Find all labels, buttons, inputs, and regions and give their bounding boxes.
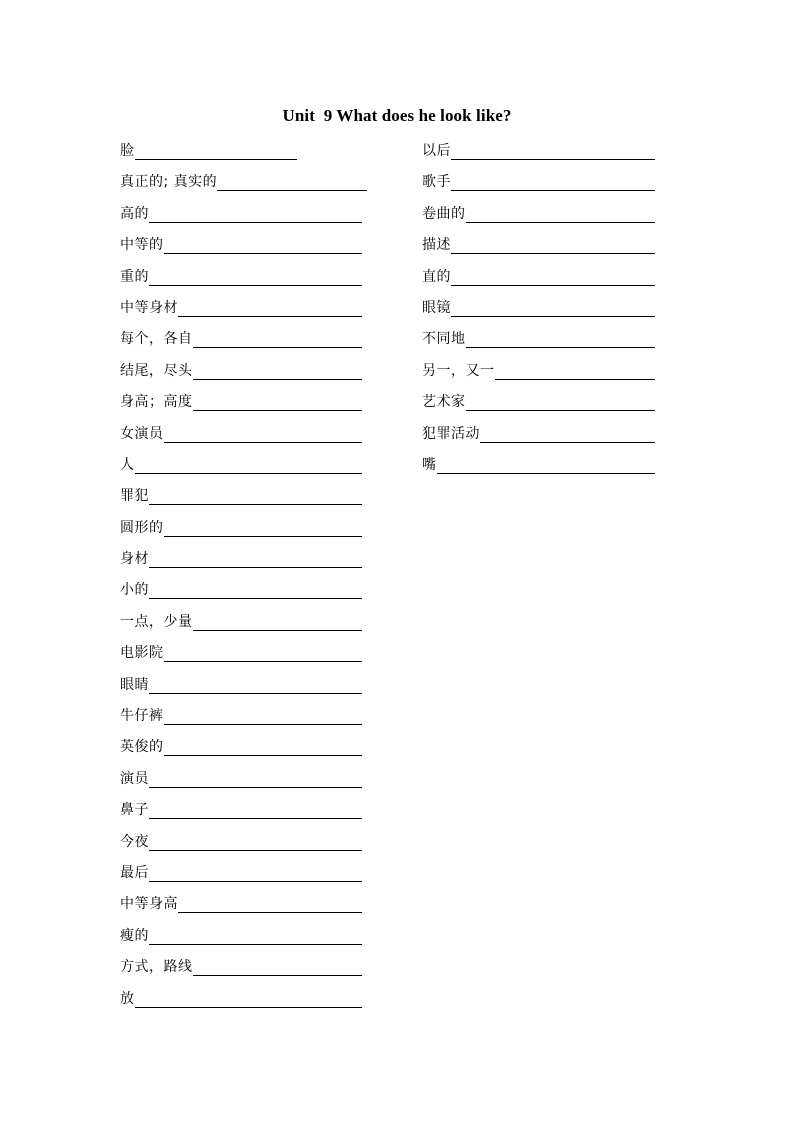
answer-blank-line[interactable] (178, 298, 362, 317)
vocab-prompt: 另一，又一 (422, 362, 495, 379)
vocab-row (120, 486, 367, 517)
vocab-row (120, 863, 367, 894)
vocab-prompt: 身高；高度 (120, 394, 193, 411)
vocab-row (422, 235, 655, 266)
vocab-prompt: 鼻子 (120, 802, 149, 819)
vocab-prompt: 英俊的 (120, 739, 164, 756)
vocab-row (120, 267, 367, 298)
answer-blank-line[interactable] (451, 141, 655, 160)
answer-blank-line[interactable] (149, 486, 362, 505)
answer-blank-line[interactable] (193, 612, 363, 631)
answer-blank-line[interactable] (149, 926, 362, 945)
vocab-prompt: 嘴 (422, 456, 437, 473)
vocab-prompt: 一点，少量 (120, 613, 193, 630)
answer-blank-line[interactable] (451, 298, 655, 317)
answer-blank-line[interactable] (495, 361, 656, 380)
answer-blank-line[interactable] (149, 267, 362, 286)
vocab-row (120, 455, 367, 486)
answer-blank-line[interactable] (164, 235, 363, 254)
vocab-prompt: 以后 (422, 143, 451, 159)
vocab-row (120, 989, 367, 1020)
vocab-prompt: 眼睛 (120, 676, 149, 693)
vocab-row (120, 643, 367, 674)
vocab-prompt: 电影院 (120, 645, 164, 662)
vocab-row (120, 580, 367, 611)
vocab-prompt: 演员 (120, 770, 149, 787)
answer-blank-line[interactable] (217, 172, 367, 191)
vocab-prompt: 瘦的 (120, 927, 149, 944)
vocab-prompt: 人 (120, 456, 135, 473)
answer-blank-line[interactable] (149, 549, 362, 568)
answer-blank-line[interactable] (164, 737, 363, 756)
answer-blank-line[interactable] (164, 643, 363, 662)
vocab-row (120, 141, 367, 172)
vocab-row (120, 298, 367, 329)
vocab-prompt: 犯罪活动 (422, 425, 480, 442)
answer-blank-line[interactable] (480, 424, 655, 443)
vocab-prompt: 歌手 (422, 174, 451, 191)
vocab-prompt: 高的 (120, 205, 149, 222)
answer-blank-line[interactable] (164, 518, 363, 537)
vocab-prompt: 方式，路线 (120, 959, 193, 976)
answer-blank-line[interactable] (149, 863, 362, 882)
vocab-prompt: 中等身材 (120, 299, 178, 316)
vocab-prompt: 牛仔裤 (120, 708, 164, 725)
answer-blank-line[interactable] (193, 329, 363, 348)
vocab-prompt: 眼镜 (422, 299, 451, 316)
vocab-row (120, 926, 367, 957)
vocab-row (120, 518, 367, 549)
vocab-row (120, 204, 367, 235)
answer-blank-line[interactable] (149, 800, 362, 819)
vocab-row (120, 706, 367, 737)
vocab-prompt: 放 (120, 990, 135, 1007)
vocab-prompt: 圆形的 (120, 519, 164, 536)
vocab-row (120, 737, 367, 768)
vocab-row (422, 392, 655, 423)
vocab-row (120, 894, 367, 925)
vocab-row (422, 329, 655, 360)
vocab-prompt: 卷曲的 (422, 205, 466, 222)
answer-blank-line[interactable] (466, 204, 656, 223)
answer-blank-line[interactable] (193, 361, 363, 380)
answer-blank-line[interactable] (193, 392, 363, 411)
answer-blank-line[interactable] (164, 706, 363, 725)
vocab-prompt: 重的 (120, 268, 149, 285)
vocab-prompt: 描述 (422, 237, 451, 254)
worksheet-title: Unit 9 What does he look like? (282, 106, 512, 125)
vocab-row (120, 361, 367, 392)
vocab-prompt: 艺术家 (422, 394, 466, 411)
vocab-row (120, 235, 367, 266)
vocab-prompt: 今夜 (120, 833, 149, 850)
answer-blank-line[interactable] (149, 769, 362, 788)
vocab-row (120, 957, 367, 988)
answer-blank-line[interactable] (451, 267, 655, 286)
vocab-row (120, 769, 367, 800)
vocab-prompt: 结尾，尽头 (120, 362, 193, 379)
answer-blank-line[interactable] (193, 957, 363, 976)
vocab-row (422, 298, 655, 329)
answer-blank-line[interactable] (149, 204, 362, 223)
vocab-row (120, 832, 367, 863)
vocab-prompt: 最后 (120, 864, 149, 881)
vocab-prompt: 身材 (120, 551, 149, 568)
vocab-row (120, 329, 367, 360)
vocab-row (120, 800, 367, 831)
vocab-row (120, 424, 367, 455)
answer-blank-line[interactable] (437, 455, 656, 474)
vocab-prompt: 真正的; 真实的 (120, 174, 218, 191)
vocab-row (120, 392, 367, 423)
vocab-prompt: 每个，各自 (120, 331, 193, 348)
vocab-row (422, 424, 655, 455)
answer-blank-line[interactable] (178, 894, 362, 913)
answer-blank-line[interactable] (451, 172, 655, 191)
vocab-prompt: 中等身高 (120, 896, 178, 913)
answer-blank-line[interactable] (149, 580, 362, 599)
vocab-prompt: 罪犯 (120, 488, 149, 505)
left-vocabulary-column (120, 141, 367, 1020)
vocab-row (120, 612, 367, 643)
answer-blank-line[interactable] (135, 141, 298, 160)
vocab-row (422, 204, 655, 235)
vocab-prompt: 直的 (422, 268, 451, 285)
vocab-row (120, 172, 367, 203)
answer-blank-line[interactable] (135, 989, 363, 1008)
vocab-prompt: 不同地 (422, 331, 466, 348)
answer-blank-line[interactable] (451, 235, 655, 254)
answer-blank-line[interactable] (164, 424, 363, 443)
vocab-prompt: 小的 (120, 582, 149, 599)
answer-blank-line[interactable] (466, 392, 656, 411)
answer-blank-line[interactable] (149, 832, 362, 851)
vocab-row (422, 455, 655, 486)
vocab-prompt: 脸 (120, 143, 135, 159)
right-vocabulary-column (422, 141, 655, 486)
vocab-prompt: 中等的 (120, 237, 164, 254)
vocab-row (120, 675, 367, 706)
vocab-row (120, 549, 367, 580)
vocab-row (422, 361, 655, 392)
vocab-row (422, 267, 655, 298)
vocab-prompt: 女演员 (120, 425, 164, 442)
answer-blank-line[interactable] (135, 455, 363, 474)
answer-blank-line[interactable] (466, 329, 656, 348)
vocab-row (422, 141, 655, 172)
vocab-row (422, 172, 655, 203)
answer-blank-line[interactable] (149, 675, 362, 694)
